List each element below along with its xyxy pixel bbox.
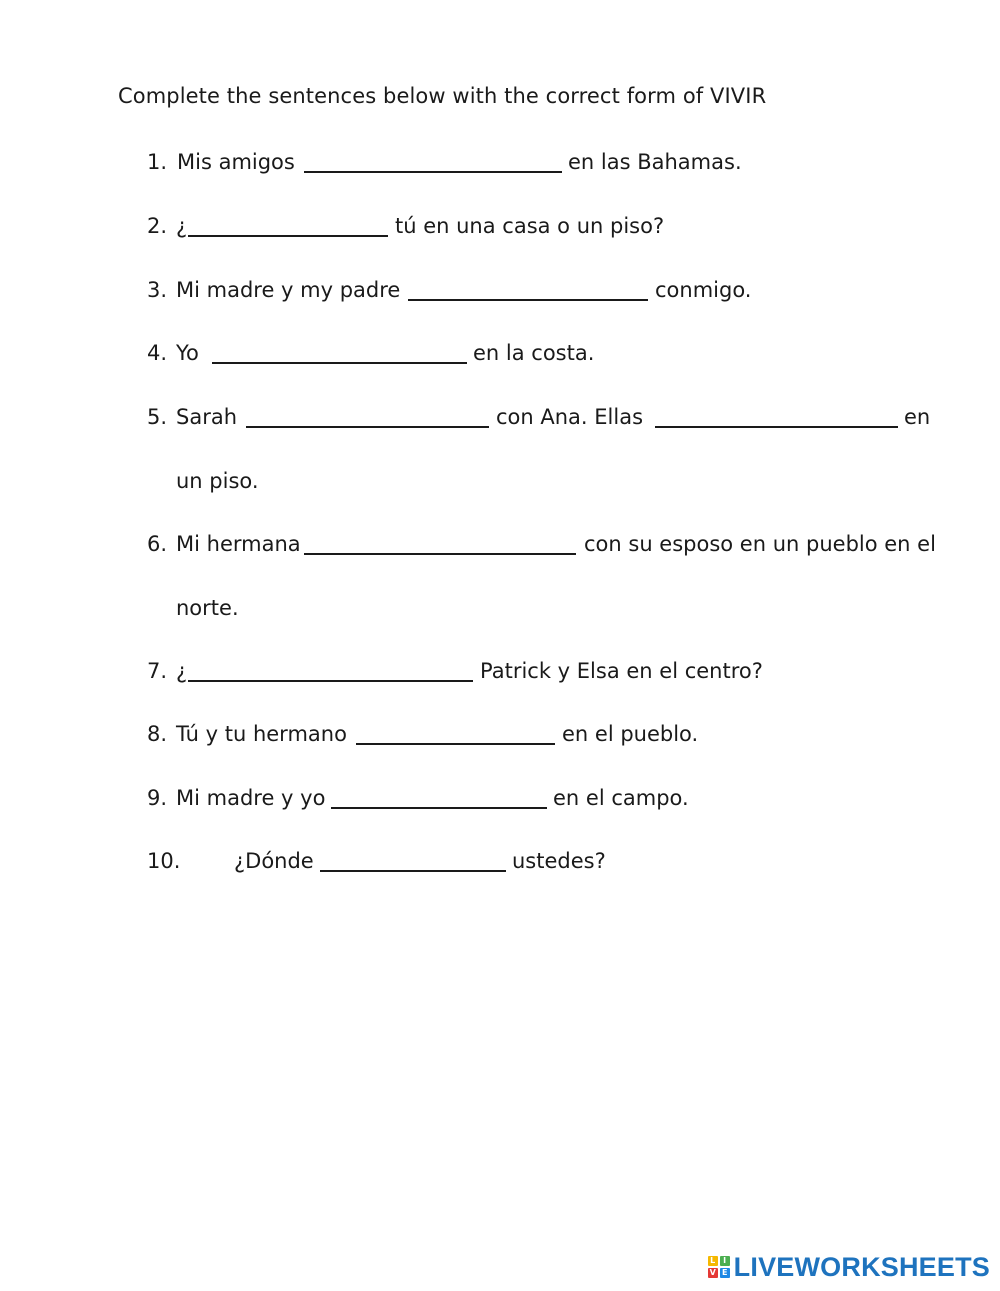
logo-tile: V	[709, 1268, 716, 1277]
answer-blank[interactable]	[212, 362, 467, 364]
answer-blank[interactable]	[188, 235, 388, 237]
logo-tile: I	[720, 1256, 730, 1266]
liveworksheets-logo-text: LIVEWORKSHEETS	[733, 1251, 990, 1282]
question-number: 4.	[147, 341, 168, 365]
question-number: 8.	[147, 722, 168, 746]
liveworksheets-logo[interactable]	[708, 1250, 990, 1284]
question-text-continuation: un piso.	[176, 469, 259, 493]
question-text-after: en el pueblo.	[562, 722, 699, 746]
question-text-after: tú en una casa o un piso?	[395, 214, 665, 238]
answer-blank[interactable]	[246, 426, 489, 428]
question-text-after: en el campo.	[553, 786, 689, 810]
question-text-after: en	[904, 405, 931, 429]
answer-blank-2[interactable]	[655, 426, 898, 428]
answer-blank[interactable]	[304, 553, 576, 555]
question-text-after: con su esposo en un pueblo en el	[584, 532, 936, 556]
question-number: 1.	[147, 150, 168, 174]
question-text-before: Mi madre y yo	[176, 786, 326, 810]
answer-blank[interactable]	[356, 743, 555, 745]
question-number: 5.	[147, 405, 168, 429]
question-text-before: ¿Dónde	[234, 849, 314, 873]
question-number: 2.	[147, 214, 168, 238]
question-number: 3.	[147, 278, 168, 302]
logo-tile: L	[708, 1256, 718, 1266]
answer-blank[interactable]	[408, 299, 648, 301]
question-number: 10.	[147, 849, 181, 873]
answer-blank[interactable]	[304, 171, 562, 173]
question-number: 9.	[147, 786, 168, 810]
answer-blank[interactable]	[331, 807, 547, 809]
question-text-before: ¿	[176, 214, 188, 238]
question-text-before: Tú y tu hermano	[176, 722, 347, 746]
question-text-after: en la costa.	[473, 341, 595, 365]
question-text-before: Mi madre y my padre	[176, 278, 401, 302]
question-text-middle: con Ana. Ellas	[496, 405, 644, 429]
question-text-before: ¿	[176, 659, 188, 683]
question-text-before: Sarah	[176, 405, 238, 429]
liveworksheets-logo-icon	[708, 1256, 730, 1278]
question-text-continuation: norte.	[176, 596, 239, 620]
question-text-before: Yo	[176, 341, 199, 365]
question-text-before: Mis amigos	[177, 150, 295, 174]
answer-blank[interactable]	[320, 870, 506, 872]
instructions: Complete the sentences below with the correct form of VIVIR	[118, 84, 767, 108]
question-text-before: Mi hermana	[176, 532, 301, 556]
question-number: 7.	[147, 659, 168, 683]
question-text-after: ustedes?	[512, 849, 606, 873]
answer-blank[interactable]	[188, 680, 473, 682]
question-text-after: Patrick y Elsa en el centro?	[480, 659, 763, 683]
question-number: 6.	[147, 532, 168, 556]
question-text-after: en las Bahamas.	[568, 150, 742, 174]
logo-tile: E	[720, 1268, 730, 1278]
question-text-after: conmigo.	[655, 278, 752, 302]
